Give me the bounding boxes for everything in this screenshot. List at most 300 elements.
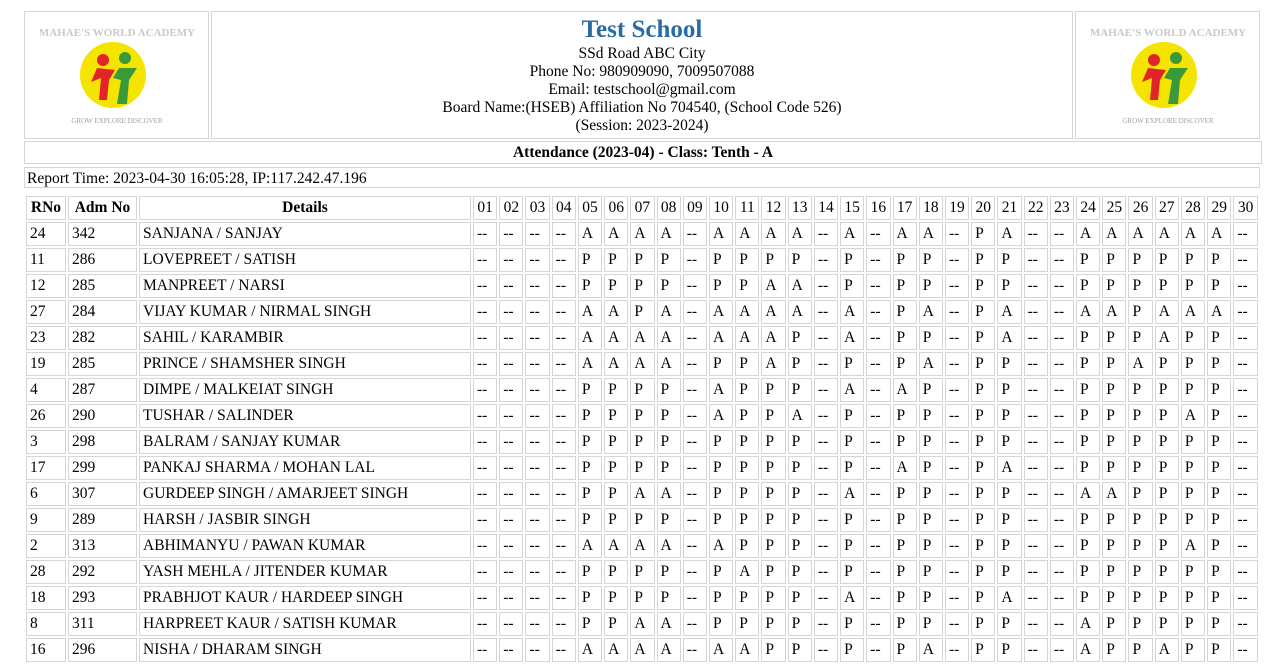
col-header-day: 16 — [866, 196, 890, 220]
cell-attendance: -- — [683, 326, 707, 350]
cell-attendance: P — [1207, 456, 1231, 480]
logo-ring-text: MAHAE'S WORLD ACADEMY — [1089, 27, 1246, 39]
cell-attendance: A — [735, 560, 759, 584]
table-row — [26, 638, 1258, 662]
cell-attendance: A — [893, 378, 917, 402]
school-session: (Session: 2023-2024) — [575, 117, 709, 134]
cell-attendance: A — [1102, 222, 1126, 246]
cell-attendance: -- — [1050, 586, 1074, 610]
cell-attendance: -- — [1233, 586, 1258, 610]
cell-attendance: P — [971, 534, 995, 558]
cell-admno: 299 — [68, 456, 137, 480]
cell-attendance: P — [604, 508, 628, 532]
cell-attendance: -- — [499, 508, 523, 532]
cell-attendance: -- — [473, 222, 497, 246]
cell-attendance: P — [1076, 326, 1100, 350]
cell-attendance: P — [578, 482, 602, 506]
col-header-day: 20 — [971, 196, 995, 220]
cell-attendance: P — [761, 508, 785, 532]
cell-attendance: P — [997, 612, 1021, 636]
cell-attendance: P — [840, 248, 864, 272]
cell-attendance: -- — [473, 404, 497, 428]
cell-attendance: A — [997, 586, 1021, 610]
cell-attendance: -- — [552, 404, 576, 428]
cell-attendance: -- — [945, 638, 969, 662]
cell-attendance: -- — [552, 378, 576, 402]
cell-attendance: -- — [1024, 378, 1048, 402]
cell-attendance: P — [1102, 612, 1126, 636]
cell-attendance: P — [578, 248, 602, 272]
cell-attendance: A — [1076, 612, 1100, 636]
cell-attendance: P — [1102, 326, 1126, 350]
cell-attendance: P — [1076, 560, 1100, 584]
table-row — [26, 586, 1258, 610]
cell-attendance: -- — [473, 352, 497, 376]
cell-attendance: P — [735, 456, 759, 480]
cell-attendance: -- — [1024, 456, 1048, 480]
cell-attendance: P — [761, 586, 785, 610]
cell-attendance: A — [1128, 222, 1152, 246]
cell-attendance: P — [604, 612, 628, 636]
cell-attendance: -- — [1233, 326, 1258, 350]
cell-attendance: P — [761, 430, 785, 454]
cell-attendance: P — [1076, 274, 1100, 298]
cell-attendance: -- — [1024, 534, 1048, 558]
cell-attendance: A — [1102, 300, 1126, 324]
cell-attendance: P — [1128, 508, 1152, 532]
cell-attendance: -- — [473, 326, 497, 350]
cell-attendance: A — [578, 534, 602, 558]
cell-attendance: -- — [814, 560, 838, 584]
cell-attendance: P — [709, 248, 733, 272]
cell-attendance: P — [997, 248, 1021, 272]
cell-attendance: P — [1102, 508, 1126, 532]
cell-details: HARSH / JASBIR SINGH — [139, 508, 471, 532]
cell-attendance: P — [1207, 560, 1231, 584]
cell-attendance: P — [1128, 534, 1152, 558]
col-header-day: 17 — [893, 196, 917, 220]
cell-attendance: P — [735, 482, 759, 506]
cell-attendance: A — [919, 638, 943, 662]
cell-admno: 292 — [68, 560, 137, 584]
cell-attendance: -- — [1050, 508, 1074, 532]
cell-attendance: P — [1155, 586, 1179, 610]
cell-attendance: A — [657, 352, 681, 376]
col-header-day: 09 — [683, 196, 707, 220]
cell-attendance: P — [840, 430, 864, 454]
cell-attendance: -- — [1024, 248, 1048, 272]
right-logo-cell — [1075, 11, 1260, 139]
cell-attendance: A — [709, 300, 733, 324]
cell-attendance: P — [1181, 248, 1205, 272]
cell-attendance: -- — [499, 300, 523, 324]
cell-details: SANJANA / SANJAY — [139, 222, 471, 246]
cell-rno: 19 — [26, 352, 66, 376]
cell-details: BALRAM / SANJAY KUMAR — [139, 430, 471, 454]
cell-attendance: -- — [866, 586, 890, 610]
cell-attendance: P — [893, 534, 917, 558]
cell-attendance: -- — [866, 430, 890, 454]
cell-attendance: -- — [683, 560, 707, 584]
cell-admno: 296 — [68, 638, 137, 662]
cell-attendance: P — [1076, 430, 1100, 454]
cell-attendance: P — [1128, 300, 1152, 324]
cell-attendance: -- — [1233, 430, 1258, 454]
cell-attendance: -- — [525, 378, 549, 402]
cell-attendance: -- — [866, 456, 890, 480]
cell-attendance: -- — [814, 534, 838, 558]
cell-attendance: P — [761, 404, 785, 428]
cell-attendance: A — [840, 482, 864, 506]
cell-attendance: A — [1181, 300, 1205, 324]
cell-attendance: A — [1155, 326, 1179, 350]
cell-attendance: P — [893, 352, 917, 376]
cell-attendance: P — [604, 586, 628, 610]
cell-attendance: -- — [1233, 274, 1258, 298]
cell-attendance: P — [1155, 508, 1179, 532]
cell-attendance: -- — [814, 430, 838, 454]
cell-attendance: -- — [473, 560, 497, 584]
cell-attendance: P — [1181, 352, 1205, 376]
cell-attendance: P — [788, 378, 812, 402]
col-header-day: 21 — [997, 196, 1021, 220]
table-row — [26, 456, 1258, 480]
cell-attendance: A — [578, 300, 602, 324]
cell-attendance: -- — [814, 612, 838, 636]
cell-attendance: -- — [1024, 586, 1048, 610]
cell-attendance: P — [1076, 456, 1100, 480]
cell-admno: 285 — [68, 352, 137, 376]
cell-attendance: A — [840, 378, 864, 402]
cell-attendance: A — [761, 300, 785, 324]
cell-attendance: P — [1102, 456, 1126, 480]
cell-admno: 287 — [68, 378, 137, 402]
cell-attendance: P — [735, 586, 759, 610]
cell-attendance: P — [630, 274, 654, 298]
cell-attendance: -- — [552, 456, 576, 480]
cell-attendance: P — [630, 404, 654, 428]
cell-attendance: -- — [473, 612, 497, 636]
cell-attendance: P — [1207, 482, 1231, 506]
cell-attendance: P — [1076, 378, 1100, 402]
cell-attendance: -- — [552, 430, 576, 454]
cell-attendance: P — [919, 560, 943, 584]
col-header-day: 11 — [735, 196, 759, 220]
cell-rno: 9 — [26, 508, 66, 532]
school-info-cell — [211, 11, 1073, 139]
col-header-day: 18 — [919, 196, 943, 220]
cell-attendance: P — [1181, 378, 1205, 402]
cell-attendance: P — [1128, 248, 1152, 272]
cell-attendance: P — [735, 508, 759, 532]
cell-attendance: -- — [473, 430, 497, 454]
cell-attendance: A — [1207, 222, 1231, 246]
cell-attendance: P — [735, 534, 759, 558]
cell-attendance: P — [1155, 560, 1179, 584]
cell-attendance: P — [578, 430, 602, 454]
cell-attendance: P — [1207, 612, 1231, 636]
cell-attendance: -- — [499, 378, 523, 402]
cell-rno: 12 — [26, 274, 66, 298]
cell-details: PRABHJOT KAUR / HARDEEP SINGH — [139, 586, 471, 610]
cell-attendance: A — [997, 222, 1021, 246]
cell-rno: 3 — [26, 430, 66, 454]
cell-attendance: A — [761, 274, 785, 298]
cell-attendance: A — [709, 378, 733, 402]
cell-attendance: P — [840, 352, 864, 376]
cell-attendance: P — [578, 404, 602, 428]
cell-attendance: P — [788, 456, 812, 480]
cell-admno: 285 — [68, 274, 137, 298]
cell-attendance: A — [604, 638, 628, 662]
cell-attendance: P — [1102, 352, 1126, 376]
cell-details: MANPREET / NARSI — [139, 274, 471, 298]
cell-attendance: -- — [473, 274, 497, 298]
cell-attendance: A — [1155, 638, 1179, 662]
cell-rno: 23 — [26, 326, 66, 350]
cell-details: PRINCE / SHAMSHER SINGH — [139, 352, 471, 376]
cell-attendance: P — [788, 482, 812, 506]
cell-attendance: P — [1128, 586, 1152, 610]
cell-attendance: -- — [473, 248, 497, 272]
cell-attendance: P — [604, 248, 628, 272]
cell-attendance: -- — [945, 430, 969, 454]
cell-attendance: -- — [525, 274, 549, 298]
cell-attendance: P — [735, 274, 759, 298]
col-header-admno: Adm No — [68, 196, 137, 220]
cell-attendance: -- — [1050, 404, 1074, 428]
cell-attendance: A — [840, 326, 864, 350]
cell-attendance: P — [1207, 586, 1231, 610]
cell-admno: 298 — [68, 430, 137, 454]
cell-attendance: P — [997, 404, 1021, 428]
cell-attendance: P — [971, 612, 995, 636]
cell-attendance: P — [1181, 456, 1205, 480]
cell-attendance: -- — [866, 560, 890, 584]
cell-attendance: -- — [499, 248, 523, 272]
cell-rno: 18 — [26, 586, 66, 610]
cell-attendance: A — [709, 326, 733, 350]
cell-attendance: -- — [1024, 482, 1048, 506]
cell-details: VIJAY KUMAR / NIRMAL SINGH — [139, 300, 471, 324]
cell-attendance: P — [893, 612, 917, 636]
cell-attendance: P — [840, 560, 864, 584]
cell-attendance: -- — [473, 586, 497, 610]
cell-attendance: A — [657, 482, 681, 506]
cell-attendance: P — [709, 482, 733, 506]
cell-attendance: A — [840, 300, 864, 324]
cell-attendance: -- — [473, 482, 497, 506]
cell-attendance: A — [761, 222, 785, 246]
cell-attendance: P — [788, 430, 812, 454]
cell-attendance: P — [657, 274, 681, 298]
cell-attendance: -- — [683, 508, 707, 532]
col-header-day: 01 — [473, 196, 497, 220]
cell-attendance: P — [1076, 404, 1100, 428]
cell-attendance: P — [997, 274, 1021, 298]
cell-attendance: -- — [866, 326, 890, 350]
cell-attendance: -- — [1233, 534, 1258, 558]
cell-attendance: P — [1155, 352, 1179, 376]
cell-attendance: A — [578, 638, 602, 662]
cell-attendance: P — [971, 274, 995, 298]
cell-attendance: -- — [683, 430, 707, 454]
cell-attendance: P — [893, 638, 917, 662]
cell-attendance: -- — [945, 560, 969, 584]
col-header-day: 08 — [657, 196, 681, 220]
cell-attendance: A — [761, 326, 785, 350]
cell-attendance: P — [657, 586, 681, 610]
cell-attendance: -- — [1024, 300, 1048, 324]
col-header-rno: RNo — [26, 196, 66, 220]
cell-attendance: P — [1128, 404, 1152, 428]
cell-attendance: A — [1128, 352, 1152, 376]
cell-attendance: -- — [814, 482, 838, 506]
cell-attendance: P — [1181, 508, 1205, 532]
col-header-day: 15 — [840, 196, 864, 220]
cell-attendance: -- — [1233, 248, 1258, 272]
cell-attendance: -- — [945, 586, 969, 610]
school-phone: Phone No: 980909090, 7009507088 — [529, 63, 755, 80]
cell-admno: 307 — [68, 482, 137, 506]
cell-attendance: -- — [866, 612, 890, 636]
cell-attendance: A — [630, 352, 654, 376]
cell-attendance: P — [1207, 534, 1231, 558]
cell-attendance: P — [630, 456, 654, 480]
cell-attendance: -- — [814, 352, 838, 376]
cell-attendance: P — [997, 638, 1021, 662]
cell-attendance: P — [971, 222, 995, 246]
cell-attendance: -- — [1233, 378, 1258, 402]
cell-attendance: -- — [683, 482, 707, 506]
cell-attendance: P — [657, 248, 681, 272]
cell-attendance: P — [971, 638, 995, 662]
table-row — [26, 560, 1258, 584]
attendance-table — [24, 194, 1260, 664]
cell-attendance: A — [1102, 482, 1126, 506]
cell-attendance: P — [893, 430, 917, 454]
cell-attendance: A — [735, 326, 759, 350]
cell-attendance: -- — [525, 508, 549, 532]
cell-attendance: -- — [1233, 560, 1258, 584]
cell-attendance: P — [578, 586, 602, 610]
cell-attendance: -- — [1024, 274, 1048, 298]
cell-attendance: P — [788, 326, 812, 350]
cell-attendance: P — [1102, 534, 1126, 558]
cell-attendance: -- — [552, 508, 576, 532]
cell-attendance: A — [578, 326, 602, 350]
report-title: Attendance (2023-04) - Class: Tenth - A — [24, 141, 1262, 164]
cell-attendance: P — [997, 508, 1021, 532]
cell-attendance: P — [997, 482, 1021, 506]
cell-attendance: P — [1102, 404, 1126, 428]
cell-attendance: -- — [473, 638, 497, 662]
cell-attendance: P — [788, 534, 812, 558]
cell-attendance: A — [604, 352, 628, 376]
cell-attendance: P — [1155, 534, 1179, 558]
cell-attendance: P — [971, 404, 995, 428]
cell-attendance: -- — [525, 586, 549, 610]
cell-attendance: A — [919, 352, 943, 376]
cell-attendance: -- — [945, 534, 969, 558]
cell-attendance: -- — [1050, 456, 1074, 480]
table-row — [26, 508, 1258, 532]
cell-attendance: -- — [945, 378, 969, 402]
cell-attendance: P — [578, 274, 602, 298]
cell-attendance: P — [1207, 248, 1231, 272]
cell-attendance: P — [578, 560, 602, 584]
cell-attendance: A — [1076, 638, 1100, 662]
cell-attendance: A — [1076, 222, 1100, 246]
cell-attendance: P — [919, 534, 943, 558]
cell-admno: 289 — [68, 508, 137, 532]
cell-rno: 16 — [26, 638, 66, 662]
cell-attendance: P — [1076, 586, 1100, 610]
cell-attendance: -- — [945, 456, 969, 480]
cell-attendance: -- — [552, 560, 576, 584]
cell-attendance: A — [788, 274, 812, 298]
cell-attendance: P — [709, 352, 733, 376]
cell-attendance: -- — [683, 638, 707, 662]
cell-rno: 2 — [26, 534, 66, 558]
cell-attendance: P — [735, 612, 759, 636]
cell-attendance: P — [893, 508, 917, 532]
col-header-day: 06 — [604, 196, 628, 220]
cell-attendance: -- — [945, 274, 969, 298]
cell-attendance: -- — [945, 612, 969, 636]
cell-attendance: A — [604, 300, 628, 324]
cell-attendance: P — [1128, 456, 1152, 480]
table-row — [26, 300, 1258, 324]
cell-attendance: A — [657, 222, 681, 246]
cell-attendance: P — [893, 482, 917, 506]
cell-attendance: -- — [525, 638, 549, 662]
col-header-day: 03 — [525, 196, 549, 220]
cell-attendance: A — [735, 300, 759, 324]
cell-attendance: P — [709, 612, 733, 636]
cell-attendance: -- — [525, 248, 549, 272]
cell-attendance: P — [1128, 612, 1152, 636]
cell-attendance: -- — [945, 222, 969, 246]
cell-attendance: A — [997, 300, 1021, 324]
cell-attendance: -- — [866, 352, 890, 376]
cell-attendance: -- — [552, 248, 576, 272]
cell-attendance: P — [709, 508, 733, 532]
cell-attendance: P — [630, 248, 654, 272]
cell-attendance: -- — [473, 534, 497, 558]
cell-attendance: -- — [499, 560, 523, 584]
cell-attendance: P — [604, 430, 628, 454]
cell-attendance: -- — [1024, 638, 1048, 662]
cell-attendance: P — [1181, 482, 1205, 506]
cell-attendance: -- — [525, 456, 549, 480]
cell-attendance: -- — [945, 352, 969, 376]
cell-attendance: -- — [499, 612, 523, 636]
cell-attendance: A — [657, 638, 681, 662]
cell-attendance: -- — [814, 326, 838, 350]
table-row — [26, 378, 1258, 402]
cell-attendance: A — [604, 534, 628, 558]
cell-attendance: P — [1207, 378, 1231, 402]
cell-attendance: P — [971, 300, 995, 324]
cell-attendance: P — [1128, 638, 1152, 662]
cell-attendance: -- — [525, 404, 549, 428]
cell-attendance: -- — [814, 586, 838, 610]
cell-attendance: P — [971, 352, 995, 376]
cell-attendance: -- — [1233, 352, 1258, 376]
cell-attendance: -- — [814, 638, 838, 662]
cell-attendance: P — [1181, 612, 1205, 636]
